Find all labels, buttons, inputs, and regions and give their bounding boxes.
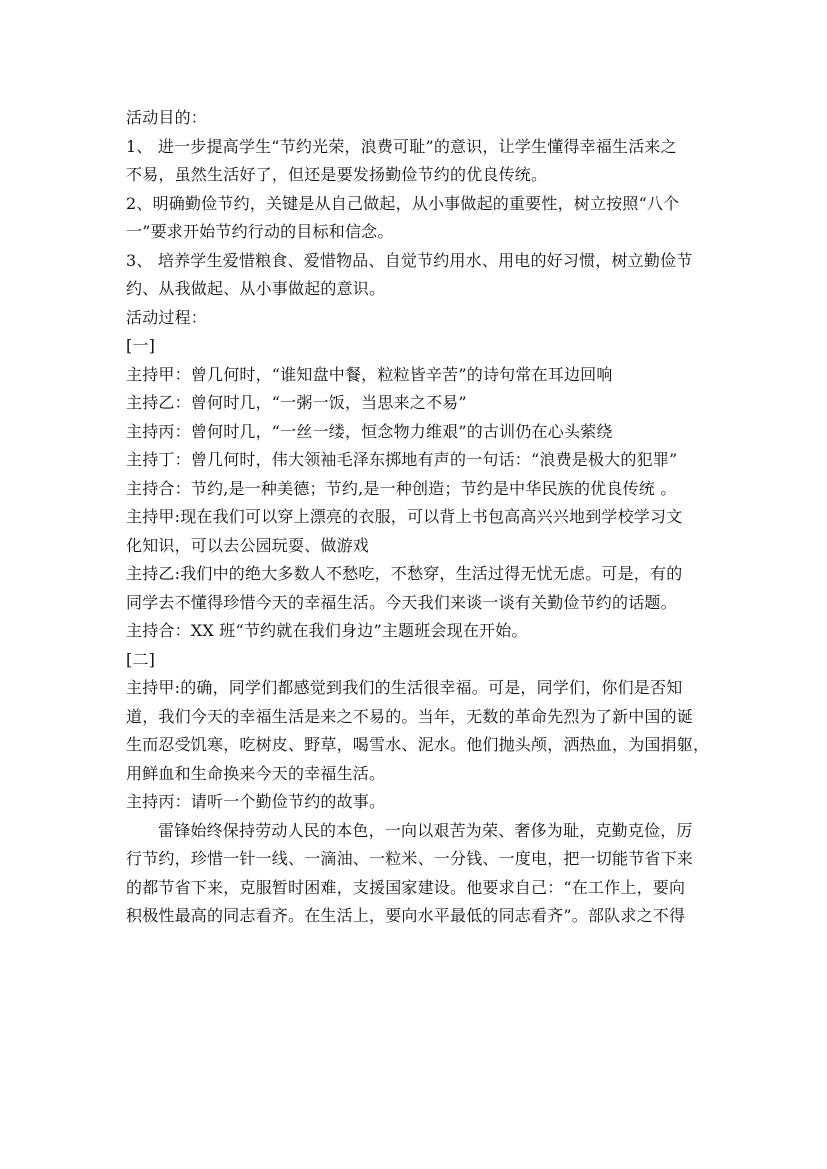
purpose-item-2-line-2: 一”要求开始节约行动的目标和信念。 [126,222,394,241]
dialogue-line: 化知识，可以去公园玩耍、做游戏 [126,535,370,555]
purpose-item-3-line-1: 3、 培养学生爱惜粮食、爱惜物品、自觉节约用水、用电的好习惯，树立勤俭节 [126,250,693,270]
section-marker-2: [二] [126,649,156,669]
story-paragraph-line: 行节约，珍惜一针一线、一滴油、一粒米、一分钱、一度电，把一切能节省下来 [126,849,694,868]
story-paragraph-line: 积极性最高的同志看齐。在生活上，要向水平最低的同志看齐”。部队求之不得 [126,906,686,925]
dialogue-line: 用鲜血和生命换来今天的幸福生活。 [126,763,386,783]
purpose-item-1-line-2: 不易，虽然生活好了，但还是要发扬勤俭节约的优良传统。 [126,165,548,184]
dialogue-line: 生而忍受饥寒，吃树皮、野草，喝雪水、泥水。他们抛头颅，洒热血，为国捐躯， [126,735,710,754]
dialogue-line: 主持合：节约,是一种美德；节约,是一种创造；节约是中华民族的优良传统 。 [126,478,677,498]
dialogue-line: 主持丙：请听一个勤俭节约的故事。 [126,792,386,811]
purpose-item-2-line-1: 2、明确勤俭节约，关键是从自己做起，从小事做起的重要性，树立按照“八个 [126,193,680,213]
story-paragraph-line: 的都节省下来，克服暂时困难，支援国家建设。他要求自己：“在工作上，要向 [126,877,686,897]
heading-activity-process: 活动过程： [126,307,208,327]
dialogue-line: 主持合：XX 班“节约就在我们身边”主题班会现在开始。 [126,621,528,640]
dialogue-line: 道，我们今天的幸福生活是来之不易的。当年，无数的革命先烈为了新中国的诞 [126,706,694,726]
purpose-item-3-line-2: 约、从我做起、从小事做起的意识。 [126,279,386,298]
section-marker-1: [一] [126,336,156,355]
dialogue-line: 主持甲：曾几何时，“谁知盘中餐，粒粒皆辛苦”的诗句常在耳边回响 [126,364,613,384]
dialogue-line: 主持甲:的确，同学们都感觉到我们的生活很幸福。可是，同学们，你们是否知 [126,678,683,697]
purpose-item-1-line-1: 1、 进一步提高学生“节约光荣，浪费可耻”的意识，让学生懂得幸福生活来之 [126,136,677,156]
dialogue-line: 主持乙：曾何时几，“一粥一饭，当思来之不易” [126,393,467,412]
heading-activity-purpose: 活动目的： [126,108,208,127]
dialogue-line: 主持乙:我们中的绝大多数人不愁吃，不愁穿，生活过得无忧无虑。可是，有的 [126,564,683,583]
story-paragraph-line: 雷锋始终保持劳动人民的本色，一向以艰苦为荣、奢侈为耻，克勤克俭，厉 [158,820,693,840]
dialogue-line: 主持甲:现在我们可以穿上漂亮的衣服，可以背上书包高高兴兴地到学校学习文 [126,507,683,526]
dialogue-line: 主持丙：曾何时几，“一丝一缕，恒念物力维艰”的古训仍在心头萦绕 [126,421,613,441]
dialogue-line: 同学去不懂得珍惜今天的幸福生活。今天我们来谈一谈有关勤俭节约的话题。 [126,592,677,612]
dialogue-line: 主持丁：曾几何时，伟大领袖毛泽东掷地有声的一句话：“浪费是极大的犯罪” [126,450,678,469]
